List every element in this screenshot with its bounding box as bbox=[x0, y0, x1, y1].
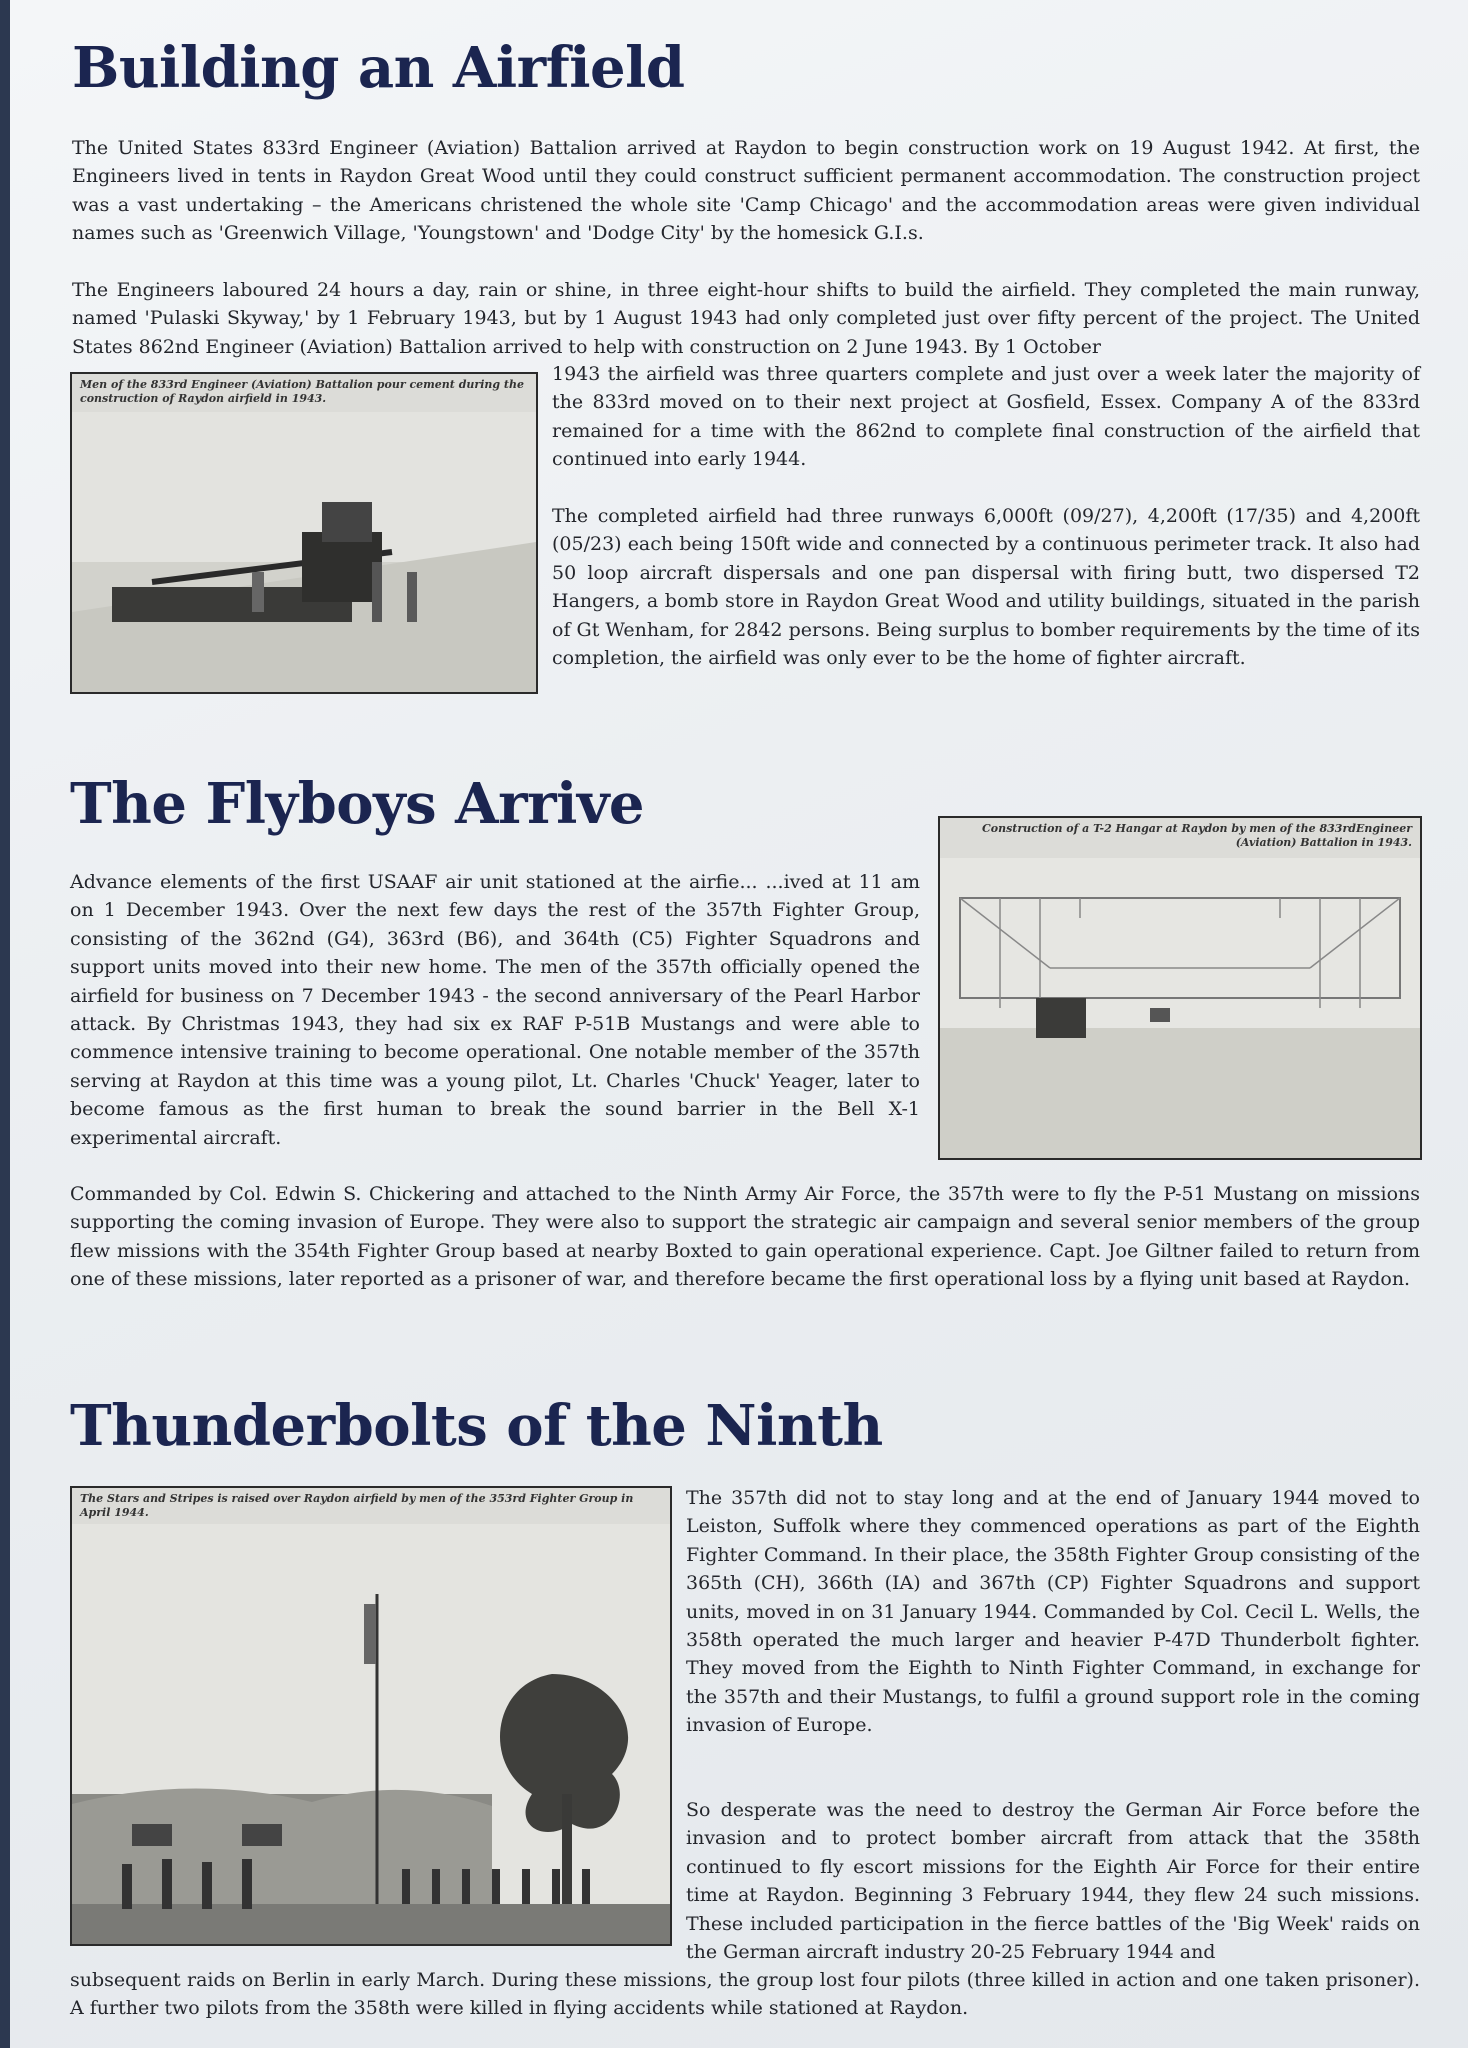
photo-hangar-construction bbox=[938, 816, 1422, 1160]
flyboys-paragraph-2: Commanded by Col. Edwin S. Chickering and attached to the Ninth Army Air Force, the 357th were to fly the P-51 Mustang on missions supporting the coming invasion of Europe. They were also to support the strategic air campaign and several senior members of the group flew missions with the 354th Fighter Group based at nearby Boxted to gain operational experience. Capt. Joe Giltner failed to return from one of these missions, later reported as a prisoner of war, and therefore became the first operational loss by a flying unit based at Raydon. bbox=[70, 1183, 1420, 1291]
section-title-building: Building an Airfield bbox=[72, 35, 685, 101]
cement-machinery-image bbox=[72, 412, 536, 692]
photo-cement-pour bbox=[70, 372, 538, 694]
thunderbolts-paragraph-2-bottom: subsequent raids on Berlin in early March. During these missions, the group lost four pilots (three killed in action and one taken prisoner). A further two pilots from the 358th were killed in flying accidents while stationed at Raydon. bbox=[70, 1969, 1420, 2020]
flag-raising-image bbox=[72, 1524, 670, 1944]
building-paragraph-2-top: The Engineers laboured 24 hours a day, rain or shine, in three eight-hour shifts to build the airfield. They completed the main runway, named 'Pulaski Skyway,' by 1 February 1943, but by 1 August 1943 had only completed just over fifty percent of the project. The United States 862nd Engineer (Aviation) Battalion arrived to help with construction on 2 June 1943. By 1 October bbox=[72, 279, 1420, 358]
hangar-frame-image bbox=[940, 858, 1420, 1158]
section-title-thunderbolts: Thunderbolts of the Ninth bbox=[70, 1393, 883, 1459]
board-frame-edge bbox=[0, 0, 10, 2048]
photo-caption: Men of the 833rd Engineer (Aviation) Battalion pour cement during the construction of Raydon airfield in 1943. bbox=[80, 378, 524, 405]
building-paragraph-3: The completed airfield had three runways 6,000ft (09/27), 4,200ft (17/35) and 4,200ft (05/23) each being 150ft wide and connected by a continuous perimeter track. It also had 50 loop aircraft dispersals and one pan dispersal with firing butt, two dispersed T2 Hangers, a bomb store in Raydon Great Wood and utility buildings, situated in the parish of Gt Wenham, for 2842 persons. Being surplus to bomber requirements by the time of its completion, the airfield was only ever to be the home of fighter aircraft. bbox=[552, 505, 1420, 670]
photo-caption: The Stars and Stripes is raised over Raydon airfield by men of the 353rd Fighter Group in April 1944. bbox=[80, 1492, 634, 1519]
building-paragraph-1: The United States 833rd Engineer (Aviation) Battalion arrived at Raydon to begin construction work on 19 August 1942. At first, the Engineers lived in tents in Raydon Great Wood until they could construct sufficient permanent accommodation. The construction project was a vast undertaking – the Americans christened the whole site 'Camp Chicago' and the accommodation areas were given individual names such as 'Greenwich Village, 'Youngstown' and 'Dodge City' by the homesick G.I.s. bbox=[72, 137, 1420, 245]
photo-flag-raising bbox=[70, 1486, 672, 1946]
section-title-flyboys: The Flyboys Arrive bbox=[70, 771, 645, 837]
thunderbolts-paragraph-1: The 357th did not to stay long and at the end of January 1944 moved to Leiston, Suffolk where they commenced operations as part of the Eighth Fighter Command. In their place, the 358th Fighter Group consisting of the 365th (CH), 366th (IA) and 367th (CP) Fighter Squadrons and support units, moved in on 31 January 1944. Commanded by Col. Cecil L. Wells, the 358th operated the much larger and heavier P-47D Thunderbolt fighter. They moved from the Eighth to Ninth Fighter Command, in exchange for the 357th and their Mustangs, to fulfil a ground support role in the coming invasion of Europe. bbox=[686, 1487, 1420, 1737]
flyboys-paragraph-1: Advance elements of the first USAAF air unit stationed at the airfie... ...ived at 11 am on 1 December 1943. Over the next few days the rest of the 357th Fighter Group, consisting of the 362nd (G4), 363rd (B6), and 364th (C5) Fighter Squadrons and support units moved into their new home. The men of the 357th officially opened the airfield for business on 7 December 1943 - the second anniversary of the Pearl Harbor attack. By Christmas 1943, they had six ex RAF P-51B Mustangs and were able to commence intensive training to become operational. One notable member of the 357th serving at Raydon at this time was a young pilot, Lt. Charles 'Chuck' Yeager, later to become famous as the first human to break the sound barrier in the Bell X-1 experimental aircraft. bbox=[70, 871, 920, 1149]
thunderbolts-paragraph-2-side: So desperate was the need to destroy the German Air Force before the invasion and to protect bomber aircraft from attack that the 358th continued to fly escort missions for the Eighth Air Force for their entire time at Raydon. Beginning 3 February 1944, they flew 24 such missions. These included participation in the fierce battles of the 'Big Week' raids on the German aircraft industry 20-25 February 1944 and bbox=[686, 1799, 1420, 1964]
photo-caption: Construction of a T-2 Hangar at Raydon by men of the 833rdEngineer (Aviation) Battalion in 1943. bbox=[982, 822, 1412, 849]
building-paragraph-2-side: 1943 the airfield was three quarters complete and just over a week later the majority of the 833rd moved on to their next project at Gosfield, Essex. Company A of the 833rd remained for a time with the 862nd to complete final construction of the airfield that continued into early 1944. bbox=[552, 363, 1420, 471]
